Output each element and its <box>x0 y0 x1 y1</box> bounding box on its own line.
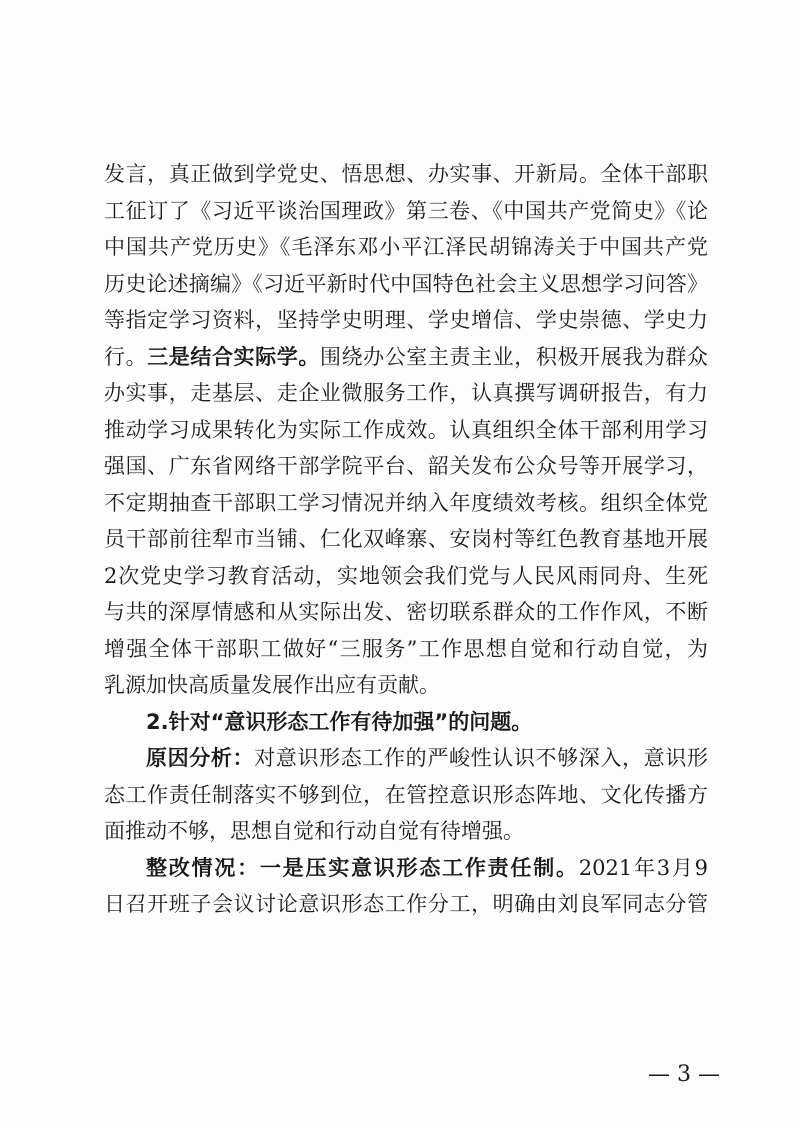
text-line: 强国、广东省网络干部学院平台、韶关发布公众号等开展学习， <box>104 454 708 478</box>
text-line: 2次党史学习教育活动，实地领会我们党与人民风雨同舟、生死 <box>104 563 708 588</box>
item-one-heading: 一是压实意识形态工作责任制。 <box>259 855 579 880</box>
text-line: 增强全体干部职工做好“三服务”工作思想自觉和行动自觉，为 <box>104 636 708 661</box>
rectification-label: 整改情况： <box>146 855 260 880</box>
text-line: 发言，真正做到学党史、悟思想、办实事、开新局。全体干部职 <box>104 162 708 186</box>
text-line: 日召开班子会议讨论意识形态工作分工，明确由刘良军同志分管 <box>104 892 708 916</box>
text-line: 推动学习成果转化为实际工作成效。认真组织全体干部利用学习 <box>104 417 708 442</box>
text-line: 与共的深厚情感和从实际出发、密切联系群众的工作作风，不断 <box>104 600 708 624</box>
text-segment: 行。 <box>104 344 148 369</box>
text-line: 乳源加快高质量发展作出应有贡献。 <box>104 673 440 697</box>
rectification-line <box>104 850 708 887</box>
text-line: 态工作责任制落实不够到位，在管控意识形态阵地、文化传播方 <box>104 782 708 807</box>
cause-analysis-label: 原因分析： <box>146 746 255 770</box>
text-segment: 围绕办公室主责主业，积极开展我为群众 <box>319 344 708 369</box>
text-line: 不定期抽查干部职工学习情况并纳入年度绩效考核。组织全体党 <box>104 490 708 515</box>
text-line: 历史论述摘编》《习近平新时代中国特色社会主义思想学习问答》 <box>104 271 708 296</box>
cause-analysis-line <box>104 740 708 777</box>
text-line: 等指定学习资料，坚持学史明理、学史增信、学史崇德、学史力 <box>104 308 708 332</box>
text-line: 员干部前往犁市当铺、仁化双峰寨、安岗村等红色教育基地开展 <box>104 527 708 551</box>
text-line-with-bold-item <box>104 339 708 376</box>
text-line: 面推动不够，思想自觉和行动自觉有待增强。 <box>104 819 524 843</box>
text-segment: 2021年3月9 <box>578 855 708 880</box>
text-line: 办实事，走基层、走企业微服务工作，认真撰写调研报告，有力 <box>104 381 708 405</box>
section-heading: 2.针对“意识形态工作有待加强”的问题。 <box>146 709 533 734</box>
text-line: 工征订了《习近平谈治国理政》第三卷、《中国共产党简史》《论 <box>104 198 708 223</box>
document-body <box>104 156 708 923</box>
item-three-heading: 三是结合实际学。 <box>147 344 320 369</box>
text-line: 中国共产党历史》《毛泽东邓小平江泽民胡锦涛关于中国共产党 <box>104 235 708 259</box>
page-number: — 3 — <box>648 1062 720 1087</box>
text-segment: 对意识形态工作的严峻性认识不够深入，意识形 <box>254 746 708 770</box>
